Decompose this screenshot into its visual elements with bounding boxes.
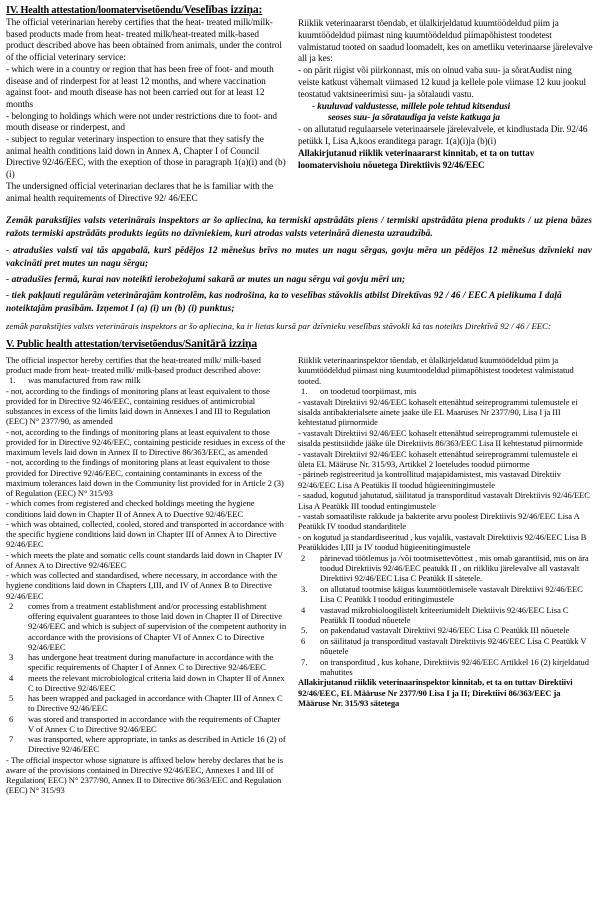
v-en-bullet-4: - which comes from registered and checked holdings meeting the hygiene conditions laid down in Chapter II of Annex A to Duective 92/46/EEC <box>6 498 255 519</box>
v-et-closing: Allakirjutanud riiklik veterinaarinspektor kinnitab, et ta on tuttav Direktiivi 92/46/EEC, EL Määruse Nr 2377/90 Lisa I ja II; Direktiivi 86/363/EEC ja Määruse Nr. 315/93 sätetega <box>298 677 573 709</box>
iv-lv-paragraph-1: Zemāk parakstījies valsts veterinārais inspektors ar šo apliecina, ka termiski apstrādāts piens / termiski apstrādāta piena produkts / uz piena bāzes ražots termiski apstrādāts produkts iegūts no dzīvniekiem, kuri atrodas valsts veterinārā dienesta uzraudzībā. <box>6 216 592 240</box>
section-v-english-column <box>6 355 288 796</box>
section-iv-heading-et: loomatervisetõendu/ <box>98 5 184 16</box>
v-et-bullet-2: - vastavalt Direktiivi 92/46/EEC kohaselt ettenähtud seireprogrammi tulemustele ei sisalda pestitsiidide jääke üle Direktiivis 86/363/EEC Lisa II kehtestatud piirnormide <box>298 427 583 449</box>
iv-en-closing: The undersigned official veterinarian declares that he is familiar with the animal health requirements of Directive 92/ 46/EEC <box>6 181 274 204</box>
v-en-item-7-number: 7 <box>9 734 14 745</box>
iv-et-intro: Riiklik veterinaararst tõendab, et ülalkirjeldatud kuumtöödeldud piim ja kuumtöödeldud piimast ning kuumtöödeldud piimapõhistest toodetest valmistatud tooted on saadud loomadelt, kes on ametliku veterinaarse järelevalve all ja kes: <box>298 18 593 64</box>
v-et-bullet-5: - saadud, kogutud jahutatud, säilitatud ja transporditud vastavalt Direktiivis 92/46/EEC Lisa A Peatükk III toodud entingimustele <box>298 490 590 511</box>
section-iv-heading-en: IV. Health attestation/ <box>6 5 99 16</box>
section-iv-estonian-column <box>298 18 594 171</box>
v-en-bullet-3: - not, according to the findings of monitoring plans at least equivalent to those provided for Directive 92/46/EEC, containing contaminants in excess of the maximum tolerances laid down in the Community list provided for in Article 2 (3) of Regulation (EEC) N° 315/93 <box>6 457 284 499</box>
section-iv-heading-lv: Veselības izziņa: <box>183 3 263 16</box>
v-en-item-1-number: 1. <box>9 375 16 386</box>
v-en-item-5 <box>6 693 288 714</box>
v-et-item-3-text: on allutatud tootmise käigus kuumtöötlemisele vastavalt Direktiivi 92/46/EEC Lisa C Peatükk I toodud eritingimustele <box>320 583 583 605</box>
v-et-item-4 <box>298 605 594 626</box>
iv-en-bullet-2: - belonging to holdings which were not under restrictions due to foot- and mouth disease or rinderpest, and <box>6 111 278 134</box>
v-en-item-1-text: was manufactured from raw milk <box>28 375 141 386</box>
v-et-item-7-number: 7. <box>301 656 308 667</box>
v-en-item-2 <box>6 601 288 652</box>
v-et-item-2-number: 2 <box>301 552 306 563</box>
iv-en-intro: The official veterinarian hereby certifies that the heat- treated milk/milk-based products made from heat- treated milk/heat-treated milk-based product described above has been obtained from animals, under the control of the official veterinary service: <box>6 18 282 64</box>
v-et-item-6-number: 6 <box>301 635 306 646</box>
section-iv-english-column <box>6 18 288 205</box>
v-et-item-5-text: on pakendatud vastavalt Direktiivi 92/46/EEC Lisa C Peatükk III nõuetele <box>320 625 570 636</box>
v-et-bullet-1: - vastavalt Direktiivi 92/46/EEC kohaselt ettenähtud seireprogrammi tulemustele ei sisalda antibakterialsete ainete jaake üle EL Maaruses Nr 2377/90, Lisa I ja III kehtestatud piirnormide <box>298 396 578 428</box>
v-en-item-6 <box>6 714 288 735</box>
v-et-item-5-number: 5. <box>301 625 308 636</box>
v-en-item-3-text: has undergone heat treatment during manufacture in accordance with the specific requirements of Chapter I of Annex C to Directive 92/46/EEC <box>28 652 274 673</box>
v-et-item-4-text: vastavad mikrobioloogilistelt kriteeriumidelt Diektiivis 92/46/EEC Lisa C Peatükk II toodud nõuetele <box>320 604 569 626</box>
v-en-item-2-text: comes from a treatment establishment and/or processing establishment offering equivalent guarantees to those laid down in Chapter II of Directive 92/46/EEC and which is subject of supervision of the competent authority in accordance with the provisions of Chapter VI of Annex C to Directive 92/46/EEC <box>28 600 287 652</box>
v-en-item-4-number: 4 <box>9 672 14 683</box>
v-et-bullet-7: - on kogutud ja standardiseeritud , kus vajalik, vastavalt Direktiivis 92/46/EEC Lisa B Peatükkides I,III ja IV toodud hügieenitingimustele <box>298 531 587 553</box>
v-en-bullet-1: - not, according to the findings of monitoring plans at least equivalent to those provided for in Directive 92/46/EEC, containing residues of antimicrobial substances in excess of the limits laid down in Annexes I and III to Regulation (EEC) N° 2377/90, as amended <box>6 385 271 427</box>
v-en-item-1 <box>6 375 288 385</box>
v-en-bullet-5: - which was obtained, collected, cooled, stored and transported in accordance with the specific hygiene conditions laid down in Chapter III of Annex A to Directive 92/46/EEC <box>6 518 284 550</box>
iv-et-bullet-1: - on pärit riigist või piirkonnast, mis on olnud vaba suu- ja sõratAudist ning veiste katkust vähemalt viimased 12 kuud ja kellele pole viimase 12 kuu jookul teostatud vaktsineerimisi suu- ja sõtalaudi vastu. <box>298 65 586 99</box>
v-en-closing: - The official inspector whose signature is affixed below hereby declares that he is aware of the provisions contained in Directive 92/46/EEC, Annexes I and III of Regulation( EEC) N° 2377/90, Annex II to Directive 86/363/EEC and Regulation (EEC) N° 315/93 <box>6 754 284 796</box>
iv-lv-paragraph-3: - atradušies fermā, kurai nav noteikti ierobežojumi sakarā ar mutes un nagu sērgu vai govju mēri un; <box>6 275 406 286</box>
v-et-bullet-4: - pärineb registreeritud ja kontrollitud majapidamistest, mis vastavad Direktiiv 92/46/EEC Lisa A Peatükis II toodud hügieenitingimustele <box>298 469 561 490</box>
v-en-item-3 <box>6 652 288 673</box>
iv-et-bullet-italic-2: seoses suu- ja sõrataudiga ja veiste katkuga ja <box>328 112 500 123</box>
v-en-item-7 <box>6 734 288 755</box>
v-en-item-7-text: was transported, where appropriate, in tanks as described in Article 16 (2) of Directive 92/46/EEC <box>28 734 286 755</box>
v-en-item-6-number: 6 <box>9 713 14 724</box>
section-iv-latvian-block <box>6 215 594 332</box>
v-en-item-5-number: 5 <box>9 693 14 704</box>
section-v-heading-en: V. Public health attestation/ <box>6 338 122 350</box>
section-v-heading <box>6 338 594 351</box>
v-et-intro: Riiklik veterinaarinspektor tõendab, et ülalkirjeldatud kuumtöödeldud piim ja kuumtöödeldud piimast ning kuumtoodeldud piimapõhistest toodetest valmistatud tooted. <box>298 354 574 386</box>
v-et-item-3 <box>298 584 594 605</box>
v-et-item-7 <box>298 657 594 678</box>
v-et-item-2 <box>298 553 594 584</box>
v-en-bullet-6: - which meets the plate and somatic cells count standards laid down in Chapter IV of Annex A to Directive 92/46/EEC <box>6 549 283 570</box>
v-et-item-6-text: on säilitatud ja transporditud vastavalt Direktiivis 92/46/EEC Lisa C Peatükk V nõuetele <box>320 635 587 657</box>
v-et-item-1-number: 1. <box>301 386 308 397</box>
section-v-heading-lv: Sanitārā izziņa <box>184 336 258 350</box>
v-en-item-2-number: 2 <box>9 600 14 611</box>
iv-et-bullet-italic-1: - kuuluvad valdustesse, millele pole tehtud kitsendusi <box>312 100 511 111</box>
v-et-bullet-6: - vastab somaatiliste rakkude ja bakterite arvu poolest Direktiivis 92/46/EEC Lisa A Peatükk IV toodud standarditele <box>298 510 580 532</box>
v-et-item-3-number: 3. <box>301 583 308 594</box>
v-en-bullet-7: - which was collected and standardised, where necessary, in accordance with the hygiene conditions laid down in Chapters I,III, and IV of Annex B to Directive 92/46/EEC <box>6 570 278 601</box>
iv-lv-paragraph-4: - tiek pakļauti regulārām veterinārajām kontrolēm, kas nodrošina, ka to veselības stāvoklis atbilst Direktīvas 92 / 46 / EEC A pielikuma I daļā noteiktajām prasībām. Izņemot I (a) (i) un (b) (i) punktus; <box>6 291 562 315</box>
iv-en-bullet-3: - subject to regular veterinary inspection to ensure that they satisfy the animal health conditions laid down in Annex A, Chapter I of Council Directive 92/46/EEC, with the exeption of those in paragraph 1(a)(i) and (b) (i) <box>6 135 286 181</box>
v-en-intro: The official inspector hereby certifies that the heat-treated milk/ milk-based product made from heat- treated milk/ milk-based product described above: <box>6 354 261 376</box>
section-v-estonian-column <box>298 355 594 709</box>
iv-lv-paragraph-5: zemāk parakstījies valsts veterinārais inspektors ar šo apliecina, ka ir lietas kursā par dzīvnieku veselības stāvokli kā tas noteikts Direktīvā 92 / 46 / EEC: <box>6 320 551 331</box>
iv-lv-paragraph-2: - atradušies valstī vai tās apgabalā, kurš pēdējos 12 mēnešus brīvs no mutes un nagu sērgas, govju mēra un pēdējos 12 mēnešus dzīvnieki nav vakcināti pret mutes un nagu sērgu; <box>6 245 592 269</box>
v-et-item-2-text: pärinevad töötlemus ja /või tootmisettevõttest , mis omab garantiisid, mis on ära toodud Direktiivis 92/46/EEC peatukk II , on riikliku järelevalve all vastavalt Direktiivi 92/46/EEC Lisa C Peatükk II sätetele. <box>320 552 589 584</box>
v-et-item-4-number: 4 <box>301 604 306 615</box>
iv-et-closing: Allakirjutanud riiklik veterinaararst kinnitab, et ta on tuttav loomatervishoiu nõuetega Direktiivis 92/46/EEC <box>298 147 535 170</box>
v-en-item-5-text: has been wrapped and packaged in accordance with Chapter III of Annex C to Directive 92/46/EEC <box>28 693 283 714</box>
v-et-item-6 <box>298 636 594 657</box>
v-en-item-6-text: was stored and transported in accordance with the requirements of Chapter V of Annex C to Directive 92/46/EEC <box>28 713 281 734</box>
v-et-item-5 <box>298 625 594 635</box>
v-et-item-1 <box>298 386 594 396</box>
section-iv-columns <box>6 18 594 205</box>
section-v-heading-et: tervisetõendus/ <box>121 338 185 350</box>
v-en-item-4 <box>6 673 288 694</box>
v-et-bullet-3: - vastavalt Direktiivi 92/46/EEC kohaselt ettenähtud seireprogrammi tulemustele ei ületa EL Määruse Nr. 315/93, Artikkel 2 loeteludes toodud piirnorme <box>298 448 578 469</box>
iv-en-bullet-1: - which were in a country or region that has been free of foot- and mouth disease and of rinderpest for at least 12 months, and where vaccination against foot- and mouth disease has not been carried out for at least 12 months <box>6 64 274 110</box>
v-en-bullet-2: - not, according to the findings of monitoring plans at least equivalent to those provided for in Directive 92/46/EEC, containing pesticide residues in excess of the maximum levels laid down in Annex II to Directive 86/363/EEC, as amended <box>6 426 286 458</box>
v-en-item-3-number: 3 <box>9 652 14 663</box>
section-v-columns <box>6 355 594 796</box>
v-en-item-4-text: meets the relevant microbiological criteria laid down in Chapter II of Annex C to Directive 92/46/EEC <box>28 672 285 693</box>
v-et-item-1-text: on toodetud toorpiimast, mis <box>320 386 417 397</box>
section-iv-heading <box>6 4 594 17</box>
v-et-item-7-text: on transporditud , kus kohane, Direktiivis 92/46/EEC Artikkel 16 (2) kirjeldatud mahutites <box>320 656 589 678</box>
iv-et-bullet-2: - on allutatud regulaarsele veterinaarsele järelevalvele, et kindlustada Dir. 92/46 petükk I, Lisa A,koos eranditega paragr. 1(a)(i)ja (b)(i) <box>298 124 588 146</box>
